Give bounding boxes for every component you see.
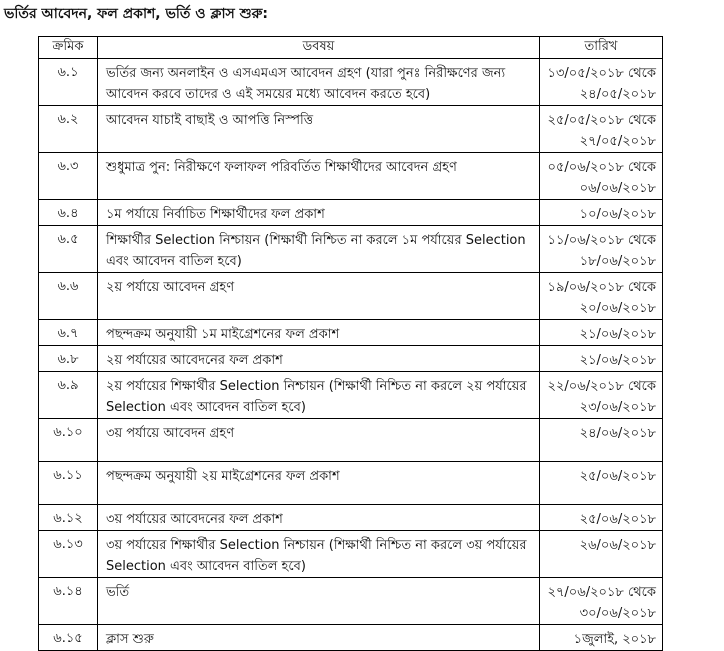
table-row [39, 505, 663, 531]
row-date [540, 273, 663, 320]
row-date [540, 419, 663, 462]
row-serial: ৬.৮ [39, 346, 98, 372]
row-subject: ভর্তির জন্য অনলাইন ও এসএমএস আবেদন গ্রহণ (যারা পুনঃ নিরীক্ষণের জন্য আবেদন করবে তাদের ও এই সময়ের মধ্যে আবেদন করতে হবে) [98, 59, 540, 106]
row-date [540, 625, 663, 651]
date-start: ২৫/০৫/২০১৮ থেকে [547, 113, 656, 128]
row-date [540, 578, 663, 625]
row-serial: ৬.৪ [39, 200, 98, 226]
row-date [540, 462, 663, 505]
row-date [540, 531, 663, 578]
date-start: ১৯/০৬/২০১৮ থেকে [547, 280, 656, 295]
table-row [39, 346, 663, 372]
row-date [540, 106, 663, 153]
row-subject: ২য় পর্যায়ের আবেদনের ফল প্রকাশ [98, 346, 540, 372]
table-row [39, 226, 663, 273]
row-serial: ৬.৩ [39, 153, 98, 200]
row-serial: ৬.৯ [39, 372, 98, 419]
row-serial: ৬.১২ [39, 505, 98, 531]
date-start: ০৫/০৬/২০১৮ থেকে [547, 160, 656, 175]
table-row [39, 372, 663, 419]
row-serial: ৬.১৫ [39, 625, 98, 651]
date-start: ২৬/০৬/২০১৮ [579, 538, 656, 553]
row-serial: ৬.৬ [39, 273, 98, 320]
table-row [39, 419, 663, 462]
row-serial: ৬.১ [39, 59, 98, 106]
row-serial: ৬.১৪ [39, 578, 98, 625]
row-serial: ৬.১০ [39, 419, 98, 462]
table-row [39, 59, 663, 106]
date-start: ১১/০৬/২০১৮ থেকে [547, 233, 656, 248]
row-serial: ৬.৫ [39, 226, 98, 273]
row-date [540, 320, 663, 346]
row-subject: ১ম পর্যায়ে নির্বাচিত শিক্ষার্থীদের ফল প্রকাশ [98, 200, 540, 226]
date-start: ২৫/০৬/২০১৮ [579, 512, 656, 527]
row-date [540, 505, 663, 531]
row-subject: ভর্তি [98, 578, 540, 625]
row-subject: শুধুমাত্র পুন: নিরীক্ষণে ফলাফল পরিবর্তিত শিক্ষার্থীদের আবেদন গ্রহণ [98, 153, 540, 200]
row-subject: ৩য় পর্যায়ে আবেদন গ্রহণ [98, 419, 540, 462]
table-row [39, 625, 663, 651]
date-end: ২৪/০৫/২০১৮ [579, 87, 656, 102]
row-date [540, 372, 663, 419]
date-end: ২৩/০৬/২০১৮ [579, 400, 656, 415]
row-date [540, 200, 663, 226]
date-end: ১৮/০৬/২০১৮ [579, 254, 656, 269]
table-row [39, 462, 663, 505]
date-end: ০৬/০৬/২০১৮ [579, 181, 656, 196]
date-start: ১জুলাই, ২০১৮ [573, 632, 656, 647]
row-date [540, 226, 663, 273]
header-date: তারিখ [540, 37, 663, 59]
row-serial: ৬.১১ [39, 462, 98, 505]
row-subject: ৩য় পর্যায়ের আবেদনের ফল প্রকাশ [98, 505, 540, 531]
date-end: ২০/০৬/২০১৮ [579, 301, 656, 316]
header-row [39, 37, 663, 59]
row-serial: ৬.১৩ [39, 531, 98, 578]
row-serial: ৬.৭ [39, 320, 98, 346]
row-subject: আবেদন যাচাই বাছাই ও আপত্তি নিস্পত্তি [98, 106, 540, 153]
row-subject: পছন্দক্রম অনুযায়ী ১ম মাইগ্রেশনের ফল প্রকাশ [98, 320, 540, 346]
date-end: ২৭/০৫/২০১৮ [579, 134, 656, 149]
date-start: ২১/০৬/২০১৮ [579, 353, 656, 368]
row-subject: শিক্ষার্থীর Selection নিশ্চায়ন (শিক্ষার্থী নিশ্চিত না করলে ১ম পর্যায়ের Selection এবং আবেদন বাতিল হবে) [98, 226, 540, 273]
row-subject: ২য় পর্যায়ে আবেদন গ্রহণ [98, 273, 540, 320]
date-start: ২৪/০৬/২০১৮ [579, 426, 656, 441]
row-subject: পছন্দক্রম অনুযায়ী ২য় মাইগ্রেশনের ফল প্রকাশ [98, 462, 540, 505]
row-date [540, 59, 663, 106]
row-serial: ৬.২ [39, 106, 98, 153]
table-row [39, 531, 663, 578]
date-start: ২১/০৬/২০১৮ [579, 327, 656, 342]
table-row [39, 153, 663, 200]
table-row [39, 106, 663, 153]
schedule-table [38, 36, 663, 651]
row-subject: ২য় পর্যায়ের শিক্ষার্থীর Selection নিশ্চায়ন (শিক্ষার্থী নিশ্চিত না করলে ২য় পর্যায়ের Selection এবং আবেদন বাতিল হবে) [98, 372, 540, 419]
table-row [39, 320, 663, 346]
row-date [540, 153, 663, 200]
date-end: ৩০/০৬/২০১৮ [579, 606, 656, 621]
date-start: ২৭/০৬/২০১৮ থেকে [547, 585, 656, 600]
table-row [39, 200, 663, 226]
header-subject: ডবষয় [98, 37, 540, 59]
row-subject: ক্লাস শুরু [98, 625, 540, 651]
date-start: ১০/০৬/২০১৮ [579, 207, 656, 222]
page-title: ভর্তির আবেদন, ফল প্রকাশ, ভর্তি ও ক্লাস শুরু: [4, 6, 269, 22]
table-row [39, 273, 663, 320]
date-start: ২২/০৬/২০১৮ থেকে [547, 379, 656, 394]
date-start: ১৩/০৫/২০১৮ থেকে [547, 66, 656, 81]
table-row [39, 578, 663, 625]
date-start: ২৫/০৬/২০১৮ [579, 469, 656, 484]
row-date [540, 346, 663, 372]
row-subject: ৩য় পর্যায়ের শিক্ষার্থীর Selection নিশ্চায়ন (শিক্ষার্থী নিশ্চিত না করলে ৩য় পর্যায়ের Selection এবং আবেদন বাতিল হবে) [98, 531, 540, 578]
header-serial: ক্রমিক [39, 37, 98, 59]
